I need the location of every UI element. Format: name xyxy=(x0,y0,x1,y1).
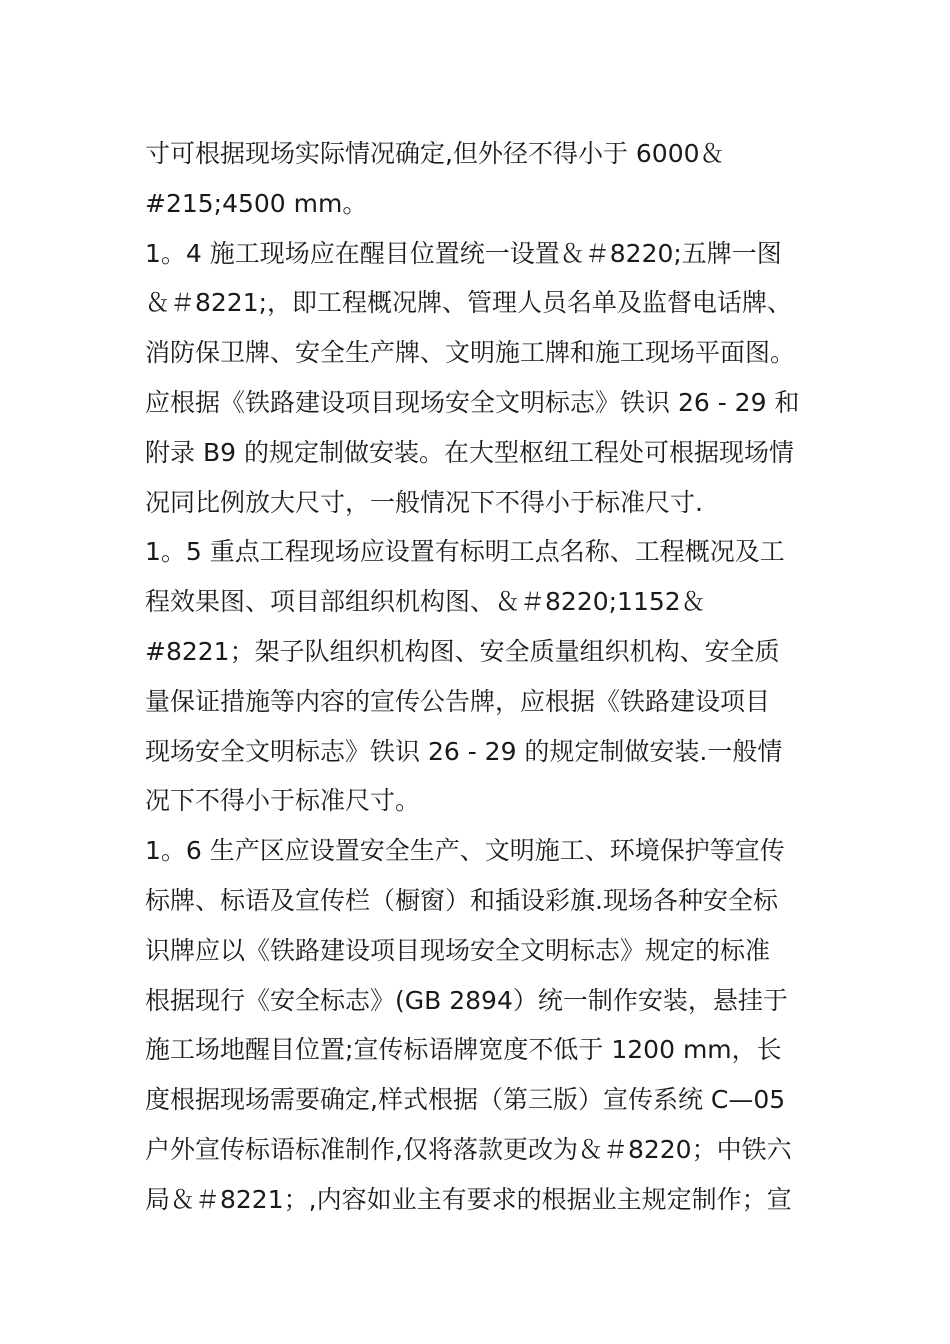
text-line: 附录 B9 的规定制做安装。在大型枢纽工程处可根据现场情 xyxy=(145,437,794,467)
text-line: 度根据现场需要确定,样式根据（第三版）宣传系统 C—05 xyxy=(145,1085,786,1115)
text-line: 程效果图、项目部组织机构图、＆＃8220;1152＆ xyxy=(145,587,706,617)
text-line: ＆＃8221;，即工程概况牌、管理人员名单及监督电话牌、 xyxy=(145,288,793,318)
text-line: 1。4 施工现场应在醒目位置统一设置＆＃8220;五牌一图 xyxy=(145,238,782,268)
text-line: #8221；架子队组织机构图、安全质量组织机构、安全质 xyxy=(145,636,780,666)
text-line: 局＆＃8221；,内容如业主有要求的根据业主规定制作；宣 xyxy=(145,1184,792,1214)
text-line: 施工场地醒目位置;宣传标语牌宽度不低于 1200 mm，长 xyxy=(145,1035,782,1065)
text-line: 况同比例放大尺寸，一般情况下不得小于标准尺寸. xyxy=(145,487,703,517)
text-line: 识牌应以《铁路建设项目现场安全文明标志》规定的标准 xyxy=(145,935,771,965)
text-line: 应根据《铁路建设项目现场安全文明标志》铁识 26 - 29 和 xyxy=(145,387,800,417)
text-line: 消防保卫牌、安全生产牌、文明施工牌和施工现场平面图。 xyxy=(145,338,796,368)
text-line: 况下不得小于标准尺寸。 xyxy=(145,786,421,816)
text-line: 量保证措施等内容的宣传公告牌，应根据《铁路建设项目 xyxy=(145,686,771,716)
text-line: 1。5 重点工程现场应设置有标明工点名称、工程概况及工 xyxy=(145,537,785,567)
text-line: 现场安全文明标志》铁识 26 - 29 的规定制做安装.一般情 xyxy=(145,736,783,766)
body-text xyxy=(145,129,825,1225)
text-line: 寸可根据现场实际情况确定,但外径不得小于 6000＆ xyxy=(145,139,725,168)
text-line: #215;4500 mm。 xyxy=(145,188,368,218)
text-line: 户外宣传标语标准制作,仅将落款更改为＆＃8220；中铁六 xyxy=(145,1134,792,1164)
text-line: 1。6 生产区应设置安全生产、文明施工、环境保护等宣传 xyxy=(145,836,785,866)
text-line: 标牌、标语及宣传栏（橱窗）和插设彩旗.现场各种安全标 xyxy=(145,885,778,915)
text-line: 根据现行《安全标志》(GB 2894）统一制作安装，悬挂于 xyxy=(145,985,788,1015)
